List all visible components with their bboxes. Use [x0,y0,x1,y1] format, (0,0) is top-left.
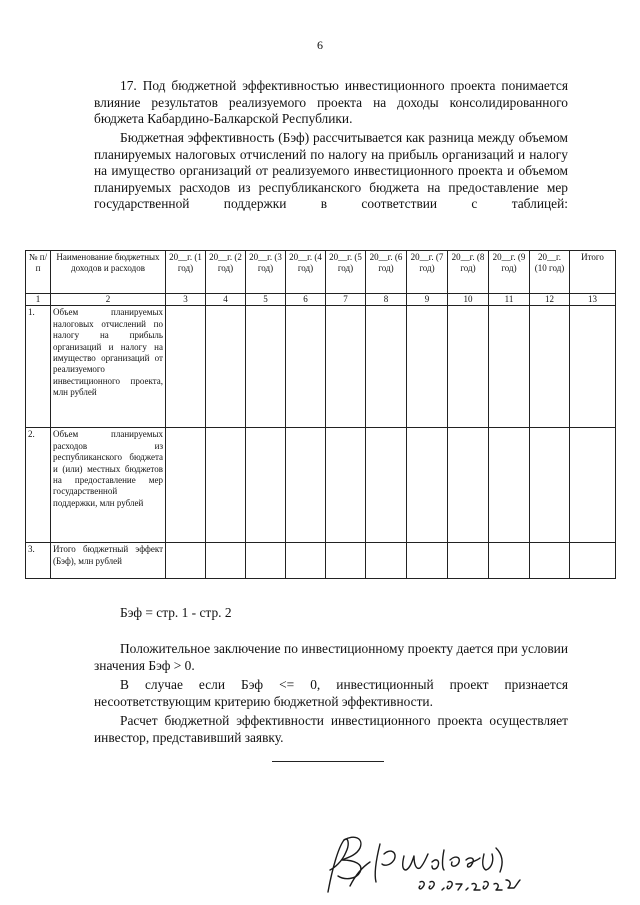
empty-cell [246,543,286,579]
header-num: № п/п [26,251,51,294]
column-number-row [26,294,616,306]
empty-cell [570,428,616,543]
header-year: 20__г. (6 год) [366,251,407,294]
empty-cell [448,543,489,579]
column-number: 2 [51,294,166,306]
header-year: 20__г. (3 год) [246,251,286,294]
row-num: 3. [26,543,51,579]
row-name: Объем планируемых налоговых отчислений по налогу на прибыль организаций и налогу на имущество организаций от реализуемого инвестиционного проекта, млн рублей [51,306,166,428]
empty-cell [448,306,489,428]
empty-cell [326,428,366,543]
header-year: 20__г. (8 год) [448,251,489,294]
column-number: 4 [206,294,246,306]
empty-cell [366,306,407,428]
column-number: 5 [246,294,286,306]
column-number: 3 [166,294,206,306]
empty-cell [326,306,366,428]
empty-cell [286,543,326,579]
empty-cell [286,306,326,428]
empty-cell [530,543,570,579]
empty-cell [489,306,530,428]
row-num: 1. [26,306,51,428]
empty-cell [206,428,246,543]
table-row [26,306,616,428]
handwritten-signature [320,830,540,902]
paragraph-negative-case: В случае если Бэф <= 0, инвестиционный проект признается несоответствующим критерию бюджетной эффективности. [94,677,568,709]
column-number: 7 [326,294,366,306]
header-year: 20__г. (10 год) [530,251,570,294]
empty-cell [570,543,616,579]
empty-cell [366,428,407,543]
empty-cell [530,428,570,543]
row-num: 2. [26,428,51,543]
empty-cell [366,543,407,579]
row-name: Объем планируемых расходов из республиканского бюджета и (или) местных бюджетов на предоставление мер государственной поддержки, млн рублей [51,428,166,543]
column-number: 8 [366,294,407,306]
empty-cell [246,306,286,428]
paragraph-investor-calculation: Расчет бюджетной эффективности инвестиционного проекта осуществляет инвестор, представивший заявку. [94,713,568,745]
header-name: Наименование бюджетных доходов и расходов [51,251,166,294]
divider-line [272,761,384,762]
table-row [26,543,616,579]
paragraph-17: 17. Под бюджетной эффективностью инвестиционного проекта понимается влияние результатов реализуемого проекта на доходы консолидированного бюджета Кабардино-Балкарской Республики. [94,78,568,127]
column-number: 13 [570,294,616,306]
header-year: 20__г. (1 год) [166,251,206,294]
empty-cell [407,428,448,543]
paragraph-positive-conclusion: Положительное заключение по инвестиционному проекту дается при условии значения Бэф > 0. [94,641,568,673]
empty-cell [206,306,246,428]
column-number: 12 [530,294,570,306]
header-total: Итого [570,251,616,294]
column-number: 1 [26,294,51,306]
header-year: 20__г. (7 год) [407,251,448,294]
budget-efficiency-table [25,250,616,579]
empty-cell [206,543,246,579]
empty-cell [326,543,366,579]
header-year: 20__г. (2 год) [206,251,246,294]
empty-cell [570,306,616,428]
empty-cell [166,306,206,428]
empty-cell [407,306,448,428]
column-number: 9 [407,294,448,306]
empty-cell [489,428,530,543]
row-name: Итого бюджетный эффект (Бэф), млн рублей [51,543,166,579]
column-number: 6 [286,294,326,306]
empty-cell [530,306,570,428]
empty-cell [448,428,489,543]
table-row [26,428,616,543]
empty-cell [407,543,448,579]
paragraph-budget-efficiency-definition: Бюджетная эффективность (Бэф) рассчитывается как разница между объемом планируемых налоговых отчислений по налогу на прибыль организаций и налогу на имущество организаций от реализуемого инвестиционного проекта и объемом планируемых расходов из республиканского бюджета на предоставление мер государственной поддержки в соответствии с таблицей: [94,130,568,212]
table-header-row [26,251,616,294]
column-number: 10 [448,294,489,306]
column-number: 11 [489,294,530,306]
formula: Бэф = стр. 1 - стр. 2 [120,605,232,620]
header-year: 20__г. (9 год) [489,251,530,294]
header-year: 20__г. (4 год) [286,251,326,294]
empty-cell [246,428,286,543]
empty-cell [166,543,206,579]
empty-cell [489,543,530,579]
header-year: 20__г. (5 год) [326,251,366,294]
empty-cell [166,428,206,543]
page-number: 6 [317,38,323,52]
empty-cell [286,428,326,543]
